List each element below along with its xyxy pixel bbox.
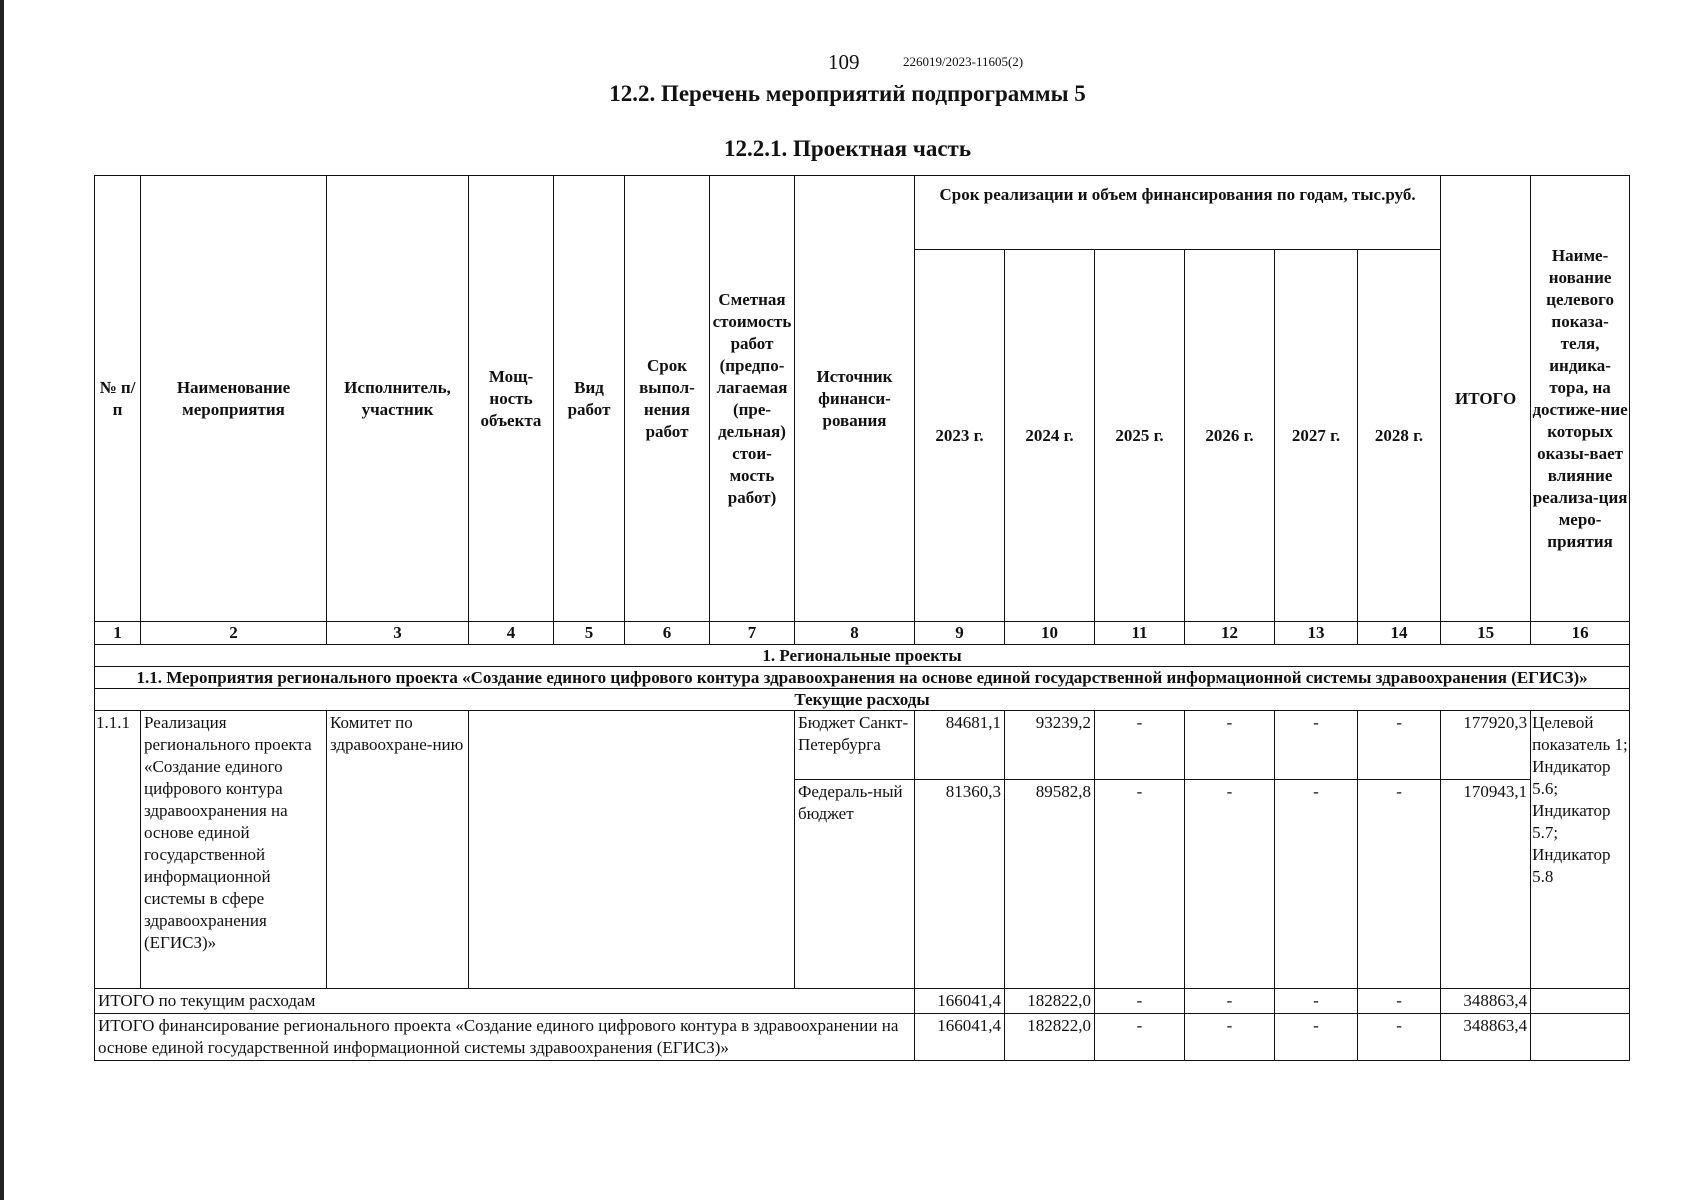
value-total: 177920,3 [1441,711,1531,780]
column-number: 14 [1358,622,1441,645]
value-2023: 81360,3 [915,780,1005,989]
value-2023: 166041,4 [915,1014,1005,1061]
header-power: Мощ-ность объекта [469,176,554,622]
item-name: Реализация регионального проекта «Создание единого цифрового контура здравоохранения на основе единой государственной информационной системы в сфере здравоохранения (ЕГИСЗ)» [141,711,327,989]
total-row [95,1014,1630,1061]
column-number: 11 [1095,622,1185,645]
scan-edge [0,0,4,1200]
header-year-2026: 2026 г. [1185,250,1275,622]
column-number: 9 [915,622,1005,645]
header-name: Наименование мероприятия [141,176,327,622]
value-2023: 166041,4 [915,989,1005,1014]
value-2024: 182822,0 [1005,989,1095,1014]
page-number: 109 [828,50,860,74]
header-year-2025: 2025 г. [1095,250,1185,622]
header-year-2028: 2028 г. [1358,250,1441,622]
value-2025: - [1095,780,1185,989]
section-row [95,689,1630,711]
column-number: 5 [554,622,625,645]
header-cost: Сметная стоимость работ (предпо-лагаемая (пре-дельная) стои-мость работ) [710,176,795,622]
column-number: 2 [141,622,327,645]
column-number: 8 [795,622,915,645]
column-number: 4 [469,622,554,645]
header-executor: Исполнитель, участник [327,176,469,622]
funding-source: Бюджет Санкт-Петербурга [795,711,915,780]
value-2028: - [1358,780,1441,989]
section-regional-projects: 1. Региональные проекты [95,645,1630,667]
column-number: 15 [1441,622,1531,645]
header-total: ИТОГО [1441,176,1531,622]
item-number: 1.1.1 [95,711,141,989]
total-label: ИТОГО по текущим расходам [95,989,915,1014]
section-current-expenses: Текущие расходы [95,689,1630,711]
section-project-title: 1.1. Мероприятия регионального проекта «Создание единого цифрового контура здравоохранения на основе единой государственной информационной системы здравоохранения (ЕГИСЗ)» [95,667,1630,689]
section-subtitle: 12.2.1. Проектная часть [723,136,972,161]
document-id: 226019/2023-11605(2) [903,54,1024,69]
value-2028: - [1358,711,1441,780]
value-2024: 89582,8 [1005,780,1095,989]
header-indicator: Наиме-нование целевого показа-теля, индика-тора, на достиже-ние которых оказы-вает влияние реализа-ция меро-приятия [1531,176,1630,622]
column-number-row [95,622,1630,645]
value-total: 170943,1 [1441,780,1531,989]
item-indicator: Целевой показатель 1; Индикатор 5.6; Индикатор 5.7; Индикатор 5.8 [1531,711,1630,989]
header-term: Срок выпол-нения работ [625,176,710,622]
total-row [95,989,1630,1014]
column-number: 12 [1185,622,1275,645]
item-executor: Комитет по здравоохране-нию [327,711,469,989]
header-row [95,176,1630,250]
column-number: 10 [1005,622,1095,645]
table-row [95,711,1630,780]
header-number: № п/п [95,176,141,622]
value-2026: - [1185,989,1275,1014]
value-total: 348863,4 [1441,989,1531,1014]
value-2027: - [1275,780,1358,989]
page-title: 12.2. Перечень мероприятий подпрограммы 5 [609,81,1086,106]
value-2027: - [1275,1014,1358,1061]
value-2024: 93239,2 [1005,711,1095,780]
value-2025: - [1095,989,1185,1014]
value-2028: - [1358,1014,1441,1061]
header-funding-group: Срок реализации и объем финансирования по годам, тыс.руб. [915,176,1441,250]
column-number: 13 [1275,622,1358,645]
value-2028: - [1358,989,1441,1014]
value-2024: 182822,0 [1005,1014,1095,1061]
section-row [95,667,1630,689]
value-2027: - [1275,989,1358,1014]
header-year-2023: 2023 г. [915,250,1005,622]
value-2026: - [1185,711,1275,780]
value-2025: - [1095,711,1185,780]
empty-cell [1531,1014,1630,1061]
value-2023: 84681,1 [915,711,1005,780]
value-total: 348863,4 [1441,1014,1531,1061]
section-row [95,645,1630,667]
total-label: ИТОГО финансирование регионального проекта «Создание единого цифрового контура в здравоохранении на основе единой государственной информационной системы здравоохранения (ЕГИСЗ)» [95,1014,915,1061]
header-year-2027: 2027 г. [1275,250,1358,622]
header-work-type: Вид работ [554,176,625,622]
header-year-2024: 2024 г. [1005,250,1095,622]
column-number: 6 [625,622,710,645]
empty-cell [1531,989,1630,1014]
item-empty-cells [469,711,795,989]
value-2025: - [1095,1014,1185,1061]
column-number: 7 [710,622,795,645]
value-2026: - [1185,1014,1275,1061]
column-number: 1 [95,622,141,645]
value-2026: - [1185,780,1275,989]
column-number: 3 [327,622,469,645]
value-2027: - [1275,711,1358,780]
header-source: Источник финанси-рования [795,176,915,622]
column-number: 16 [1531,622,1630,645]
funding-source: Федераль-ный бюджет [795,780,915,989]
activities-table [94,175,1630,1061]
